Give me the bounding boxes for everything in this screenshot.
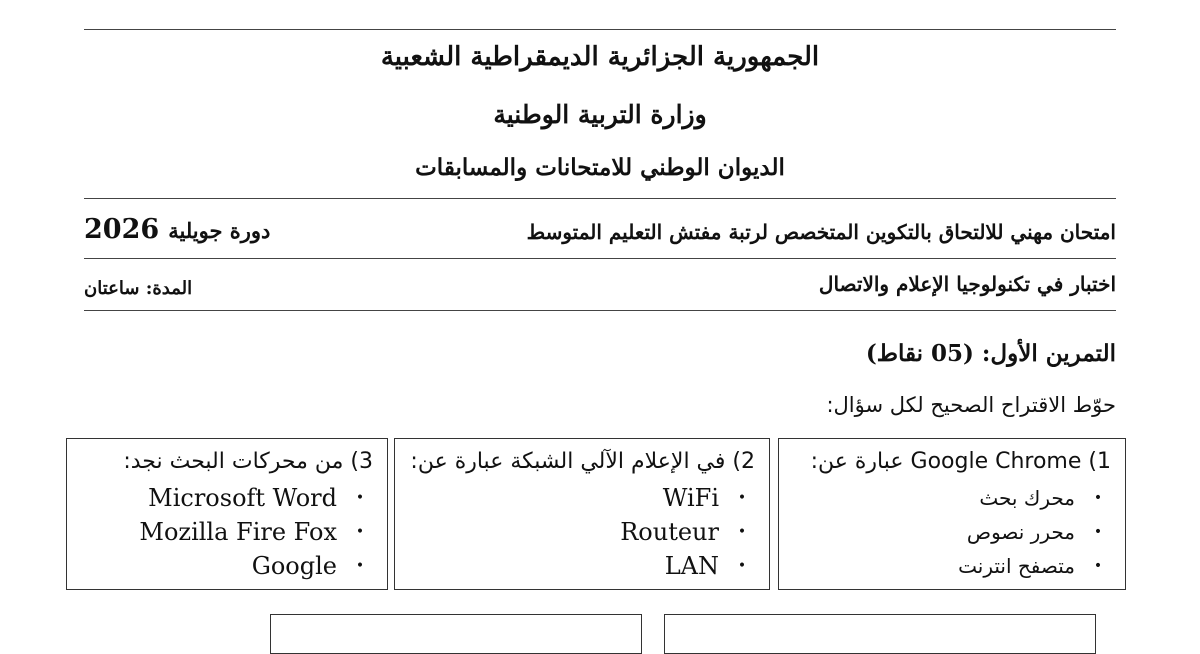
bullet-icon: • (355, 524, 365, 540)
option-label: متصفح انترنت (958, 554, 1075, 578)
option-label: محرر نصوص (966, 520, 1075, 544)
option-2-3[interactable] (620, 549, 751, 583)
question-box-1 (778, 438, 1126, 590)
option-label: Routeur (620, 518, 719, 546)
bullet-icon: • (1093, 524, 1103, 540)
question-box-4-partial (664, 614, 1096, 654)
top-rule (84, 29, 1116, 30)
office-heading: الديوان الوطني للامتحانات والمسابقات (415, 154, 785, 181)
option-label: Microsoft Word (148, 484, 337, 512)
question-2-number: 2) (732, 449, 755, 474)
session-label: دورة جويلية (168, 218, 271, 243)
bullet-icon: • (737, 524, 747, 540)
ministry-heading: وزارة التربية الوطنية (493, 100, 707, 129)
republic-heading: الجمهورية الجزائرية الديمقراطية الشعبية (380, 42, 820, 72)
option-3-2[interactable] (139, 515, 369, 549)
option-2-2[interactable] (620, 515, 751, 549)
question-box-2 (394, 438, 770, 590)
exam-subject: اختبار في تكنولوجيا الإعلام والاتصال (818, 272, 1116, 296)
bullet-icon: • (737, 558, 747, 574)
question-1-stem (811, 449, 1111, 474)
option-label: Mozilla Fire Fox (139, 518, 337, 546)
question-3-options (139, 481, 369, 583)
bullet-icon: • (1093, 490, 1103, 506)
session (84, 214, 270, 245)
exercise-title: التمرين الأول: (05 نقاط) (865, 340, 1116, 367)
option-3-1[interactable] (139, 481, 369, 515)
session-year: 2026 (84, 214, 160, 245)
bullet-icon: • (737, 490, 747, 506)
option-label: WiFi (662, 484, 719, 512)
question-1-number: 1) (1088, 449, 1111, 474)
option-label: محرك بحث (979, 486, 1075, 510)
header-rule (84, 198, 1116, 199)
title-rule (84, 258, 1116, 259)
question-3-number: 3) (350, 449, 373, 474)
exam-duration: المدة: ساعتان (84, 278, 193, 299)
question-3-stem (123, 449, 373, 474)
option-1-3[interactable] (958, 549, 1107, 583)
question-2-stem (410, 449, 755, 474)
question-box-5-partial (270, 614, 642, 654)
subject-rule (84, 310, 1116, 311)
option-1-2[interactable] (958, 515, 1107, 549)
option-1-1[interactable] (958, 481, 1107, 515)
bullet-icon: • (355, 558, 365, 574)
option-2-1[interactable] (620, 481, 751, 515)
bullet-icon: • (355, 490, 365, 506)
option-3-3[interactable] (139, 549, 369, 583)
question-2-options (620, 481, 751, 583)
exam-title: امتحان مهني للالتحاق بالتكوين المتخصص لرتبة مفتش التعليم المتوسط (526, 220, 1116, 244)
question-2-text: في الإعلام الآلي الشبكة عبارة عن: (410, 449, 726, 474)
question-box-3 (66, 438, 388, 590)
option-label: Google (251, 552, 337, 580)
exercise-instruction: حوّط الاقتراح الصحيح لكل سؤال: (826, 393, 1116, 417)
question-1-text: Google Chrome عبارة عن: (810, 449, 1082, 474)
question-1-options (958, 481, 1107, 583)
question-3-text: من محركات البحث نجد: (123, 449, 344, 474)
bullet-icon: • (1093, 558, 1103, 574)
option-label: LAN (664, 552, 719, 580)
